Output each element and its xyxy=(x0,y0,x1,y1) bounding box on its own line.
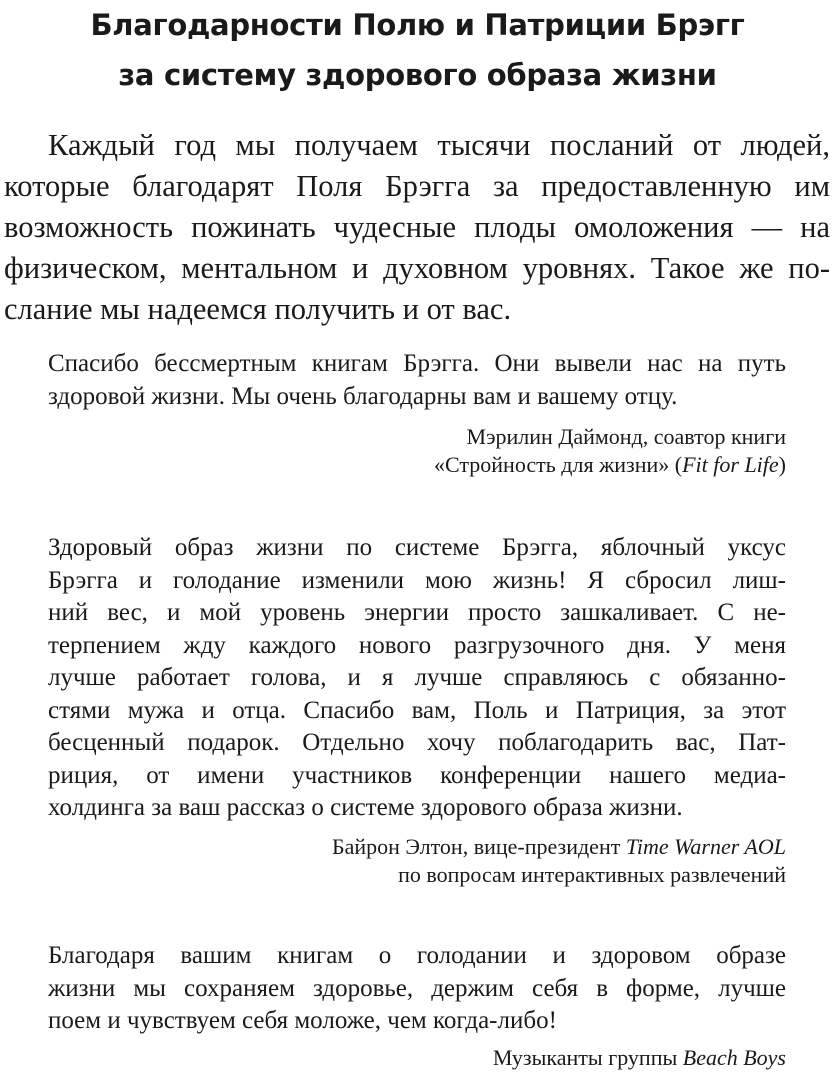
attribution-line: Мэрилин Даймонд, соавтор книги xyxy=(466,424,786,449)
testimonial-quote-diamond xyxy=(48,348,786,413)
quote-line: стями мужа и отца. Спасибо вам, Поль и Патриция, за этот xyxy=(48,696,786,724)
attribution-line xyxy=(493,1044,786,1072)
intro-line: слание мы надеемся получить и от вас. xyxy=(4,292,512,326)
intro-line: которые благодарят Поля Брэгга за предоставленную им xyxy=(4,169,830,203)
attribution-text: Байрон Элтон, вице-президент xyxy=(331,834,626,859)
title-line-2: за систему здорового образа жизни xyxy=(118,58,717,92)
quote-line: поем и чувствуем себя моложе, чем когда-либо! xyxy=(48,1007,557,1034)
quote-line: лучше работает голова, и я лучше справляюсь с обязанно- xyxy=(48,664,786,691)
attribution-italic-band: Beach Boys xyxy=(682,1045,786,1070)
quote-line: жизни мы сохраняем здоровье, держим себя в форме, лучше xyxy=(48,974,786,1002)
attribution-text: ) xyxy=(778,452,786,477)
quote-line: Брэгга и голодание изменили мою жизнь! Я сбросил лиш- xyxy=(48,566,786,594)
attribution-line xyxy=(434,451,786,479)
quote-line: здоровой жизни. Мы очень благодарны вам и вашему отцу. xyxy=(48,382,678,410)
page-title xyxy=(0,0,835,100)
attribution-text: Музыканты группы xyxy=(492,1045,683,1070)
attribution-italic-company: Time Warner AOL xyxy=(625,834,786,859)
testimonial-attribution-diamond xyxy=(434,423,786,479)
testimonial-attribution-beach-boys xyxy=(493,1044,786,1072)
attribution-text: «Стройность для жизни» ( xyxy=(434,452,683,477)
title-line-1: Благодарности Полю и Патриции Брэгг xyxy=(90,8,745,42)
quote-line: риция, от имени участников конференции нашего медиа- xyxy=(48,761,786,789)
quote-line: Здоровый образ жизни по системе Брэгга, яблочный уксус xyxy=(48,534,786,561)
intro-line: возможность пожинать чудесные плоды омоложения — на xyxy=(4,210,830,244)
quote-line: Благодаря вашим книгам о голодании и здоровом образе xyxy=(48,942,786,969)
quote-line: бесценный подарок. Отдельно хочу поблагодарить вас, Пат- xyxy=(48,729,786,756)
testimonial-quote-elton xyxy=(48,532,786,825)
quote-line: Спасибо бессмертным книгам Брэгга. Они вывели нас на путь xyxy=(48,350,786,377)
attribution-line: по вопросам интерактивных развлечений xyxy=(398,862,786,887)
attribution-italic-title: Fit for Life xyxy=(682,452,779,477)
quote-line: терпением жду каждого нового разгрузочного дня. У меня xyxy=(48,631,786,659)
attribution-line xyxy=(332,833,786,861)
testimonial-attribution-elton xyxy=(332,833,786,889)
quote-line: ний вес, и мой уровень энергии просто зашкаливает. С не- xyxy=(48,599,786,626)
intro-line: Каждый год мы получаем тысячи посланий от людей, xyxy=(48,128,830,162)
intro-paragraph xyxy=(4,125,830,330)
quote-line: холдинга за ваш рассказ о системе здорового образа жизни. xyxy=(48,794,683,821)
testimonial-quote-beach-boys xyxy=(48,940,786,1038)
intro-line: физическом, ментальном и духовном уровнях. Такое же по- xyxy=(4,251,830,285)
